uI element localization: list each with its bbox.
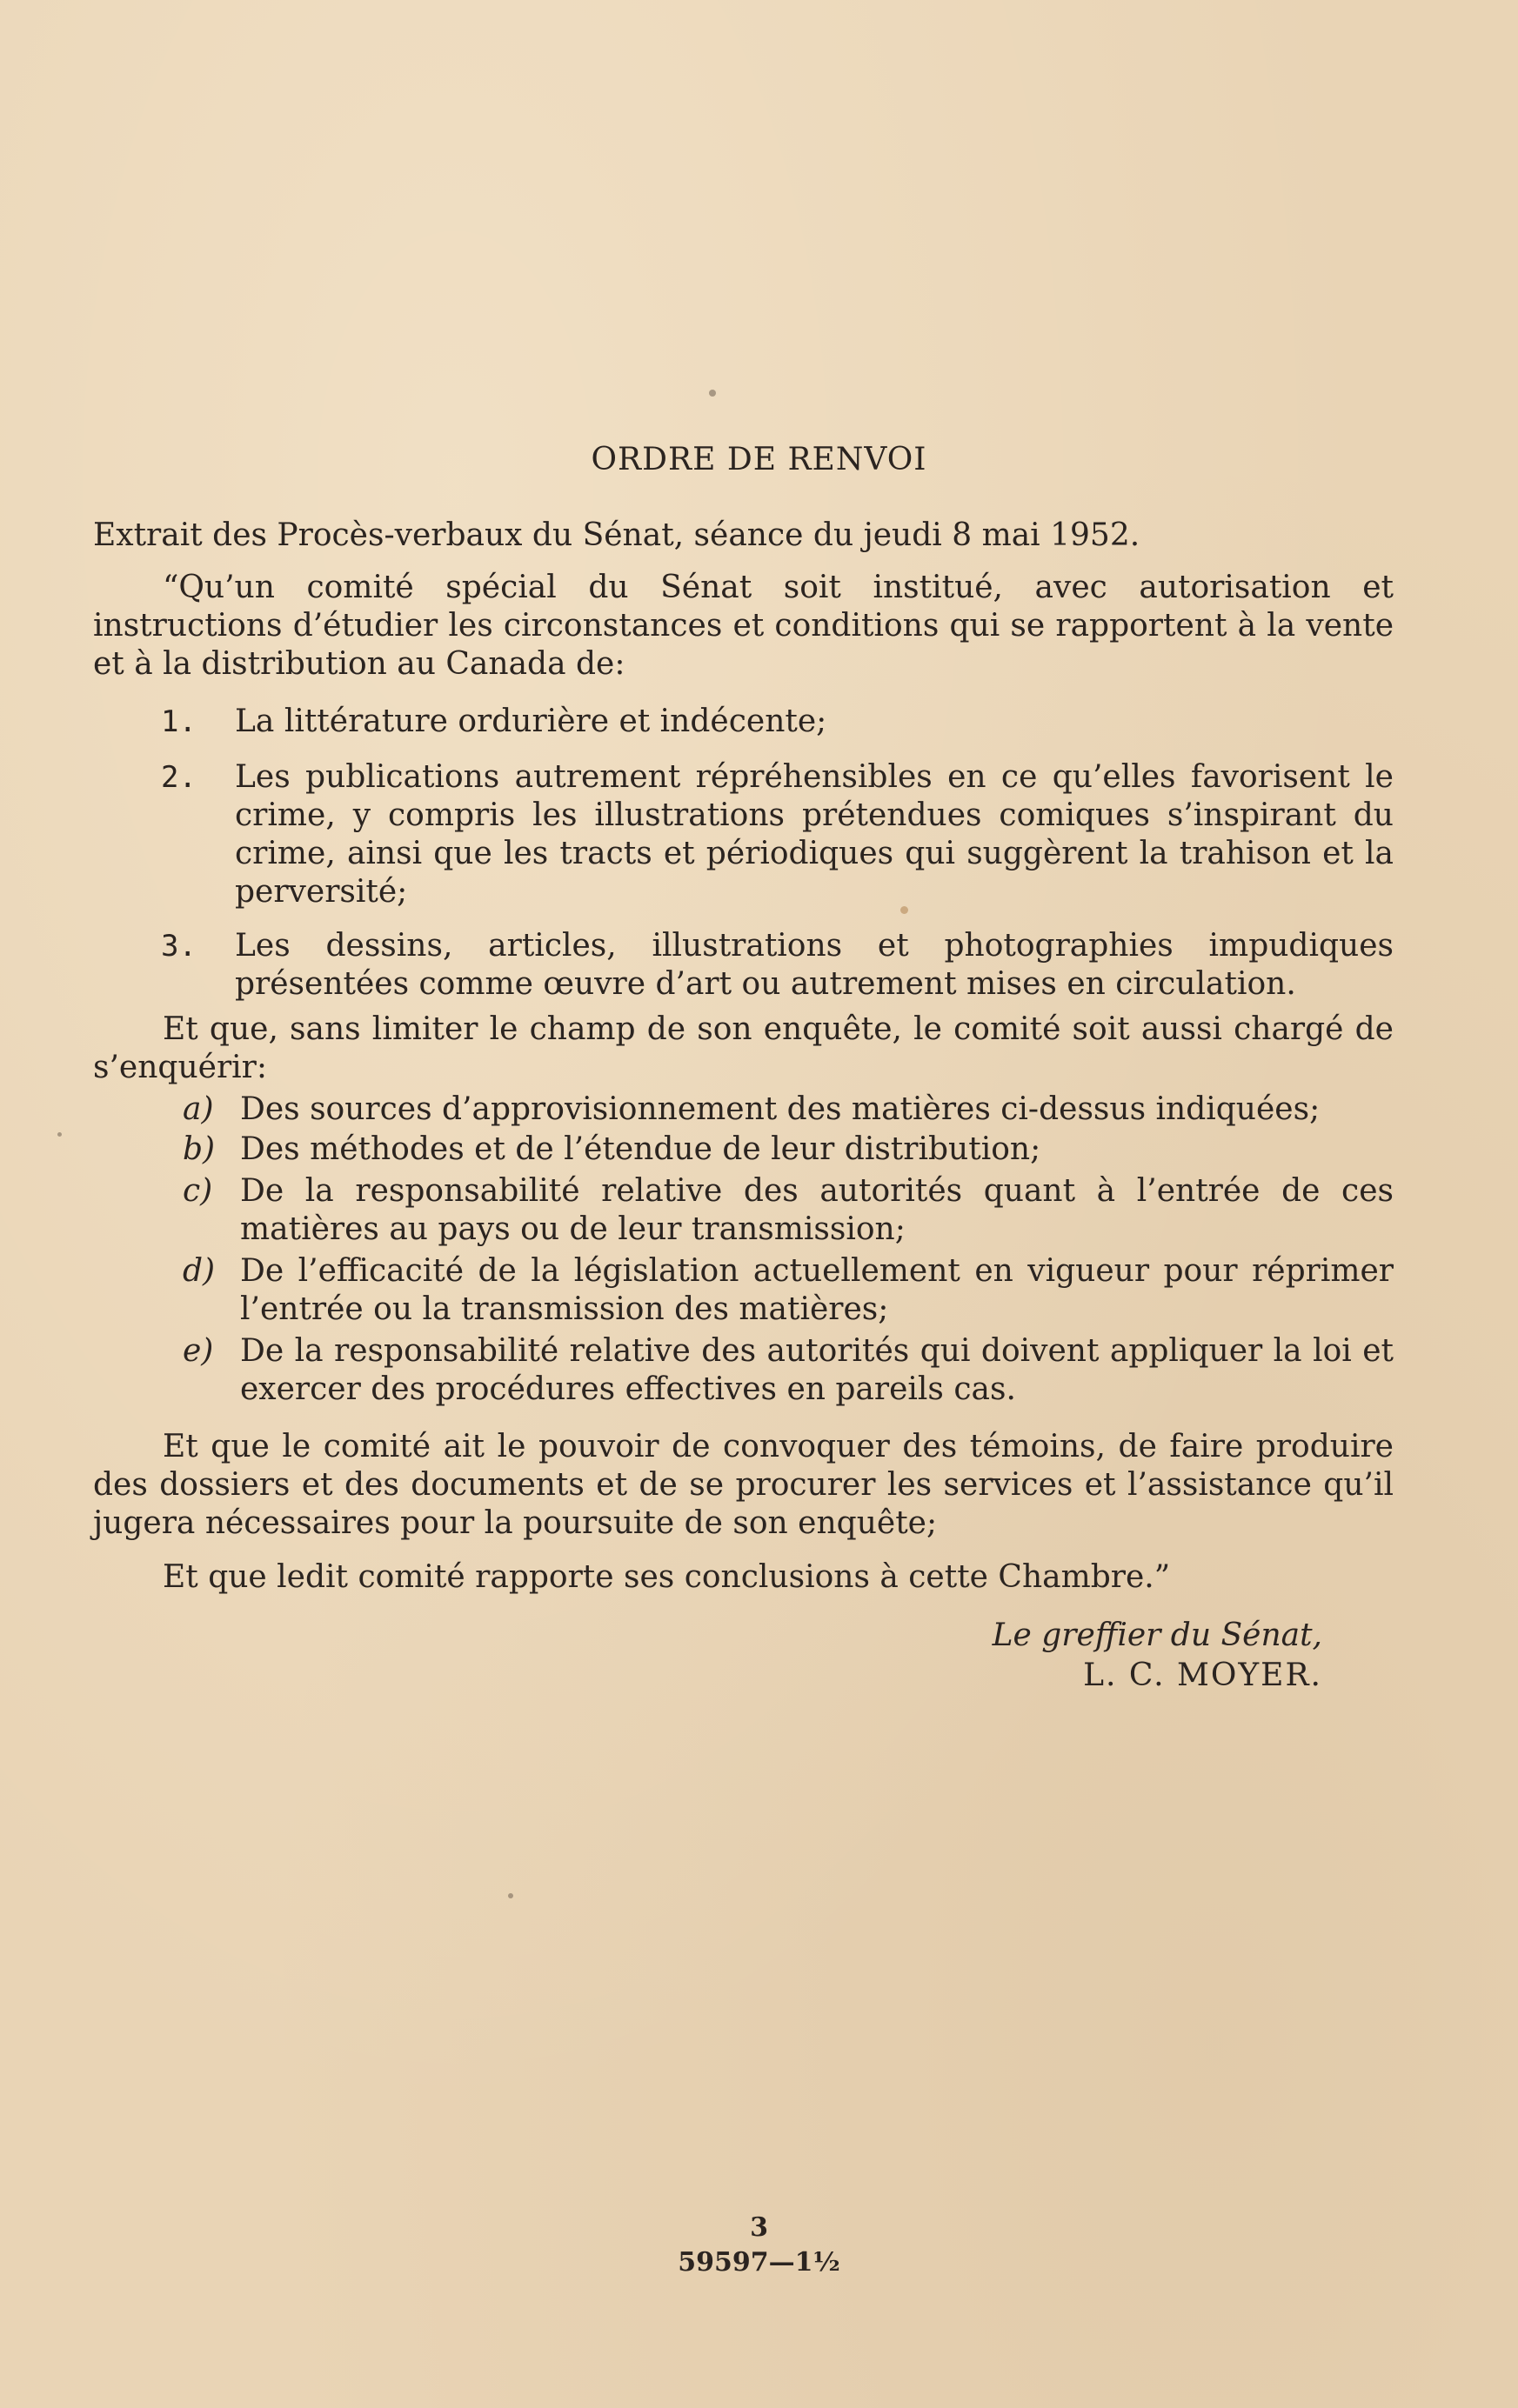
lettered-item-marker: d) <box>183 1253 216 1289</box>
lettered-item-marker: a) <box>183 1091 214 1127</box>
lettered-item-text: De la responsabilité relative des autorités quant à l’entrée de ces matières au pays ou de leur transmission; <box>240 1173 1394 1247</box>
intro-paragraph <box>93 569 1394 684</box>
numbered-item-1 <box>161 703 1394 741</box>
lettered-item-a <box>183 1091 1394 1129</box>
inquiry-text: Et que, sans limiter le champ de son enquête, le comité soit aussi chargé de s’enquérir: <box>93 1011 1394 1085</box>
lettered-item-marker: b) <box>183 1131 216 1167</box>
powers-paragraph <box>93 1428 1394 1543</box>
signature-name: L. C. MOYER. <box>1083 1658 1322 1693</box>
powers-text: Et que le comité ait le pouvoir de convoquer des témoins, de faire produire des dossiers et des documents et de se procurer les services et l’assistance qu’il jugera nécessaires pour la poursuite de son enquête; <box>93 1429 1394 1541</box>
lettered-item-b <box>183 1131 1394 1169</box>
paper-speck <box>57 1132 62 1137</box>
lettered-item-marker: c) <box>183 1173 213 1209</box>
extract-text: Extrait des Procès-verbaux du Sénat, séance du jeudi 8 mai 1952. <box>93 517 1140 553</box>
numbered-item-marker: 2. <box>161 760 197 795</box>
numbered-item-3 <box>161 927 1394 1004</box>
inquiry-paragraph <box>93 1011 1394 1087</box>
numbered-item-text: Les publications autrement répréhensibles en ce qu’elles favorisent le crime, y compris les illustrations prétendues comiques s’inspirant du crime, ainsi que les tracts et périodiques qui suggèrent la trahison et la perversité; <box>235 759 1394 910</box>
paper-speck <box>709 390 716 397</box>
signature-title: Le greffier du Sénat, <box>992 1618 1322 1653</box>
signature-block <box>870 1616 1322 1696</box>
paper-speck <box>900 906 908 914</box>
lettered-item-text: De la responsabilité relative des autorités qui doivent appliquer la loi et exercer des procédures effectives en pareils cas. <box>240 1333 1394 1407</box>
lettered-item-e <box>183 1332 1394 1409</box>
lettered-item-d <box>183 1252 1394 1329</box>
extract-line <box>93 517 1394 555</box>
numbered-item-marker: 3. <box>161 929 197 964</box>
intro-text: “Qu’un comité spécial du Sénat soit institué, avec autorisation et instructions d’étudier les circonstances et conditions qui se rapportent à la vente et à la distribution au Canada de: <box>93 570 1394 682</box>
page-title: ORDRE DE RENVOI <box>591 442 927 477</box>
paper-speck <box>508 1893 513 1898</box>
page-footer <box>0 2211 1518 2280</box>
lettered-item-marker: e) <box>183 1333 214 1369</box>
numbered-item-text: Les dessins, articles, illustrations et photographies impudiques présentées comme œuvre d’art ou autrement mises en circulation. <box>235 928 1394 1002</box>
numbered-item-2 <box>161 758 1394 911</box>
report-paragraph <box>93 1558 1394 1597</box>
lettered-item-text: Des méthodes et de l’étendue de leur distribution; <box>240 1131 1041 1167</box>
print-code: 59597—1½ <box>678 2247 840 2278</box>
report-text: Et que ledit comité rapporte ses conclusions à cette Chambre.” <box>163 1559 1171 1595</box>
numbered-item-marker: 1. <box>161 704 197 739</box>
lettered-item-text: Des sources d’approvisionnement des matières ci-dessus indiquées; <box>240 1091 1321 1127</box>
page-number: 3 <box>750 2212 768 2243</box>
lettered-item-text: De l’efficacité de la législation actuellement en vigueur pour réprimer l’entrée ou la transmission des matières; <box>240 1253 1394 1327</box>
lettered-item-c <box>183 1172 1394 1249</box>
numbered-item-text: La littérature ordurière et indécente; <box>235 704 827 739</box>
